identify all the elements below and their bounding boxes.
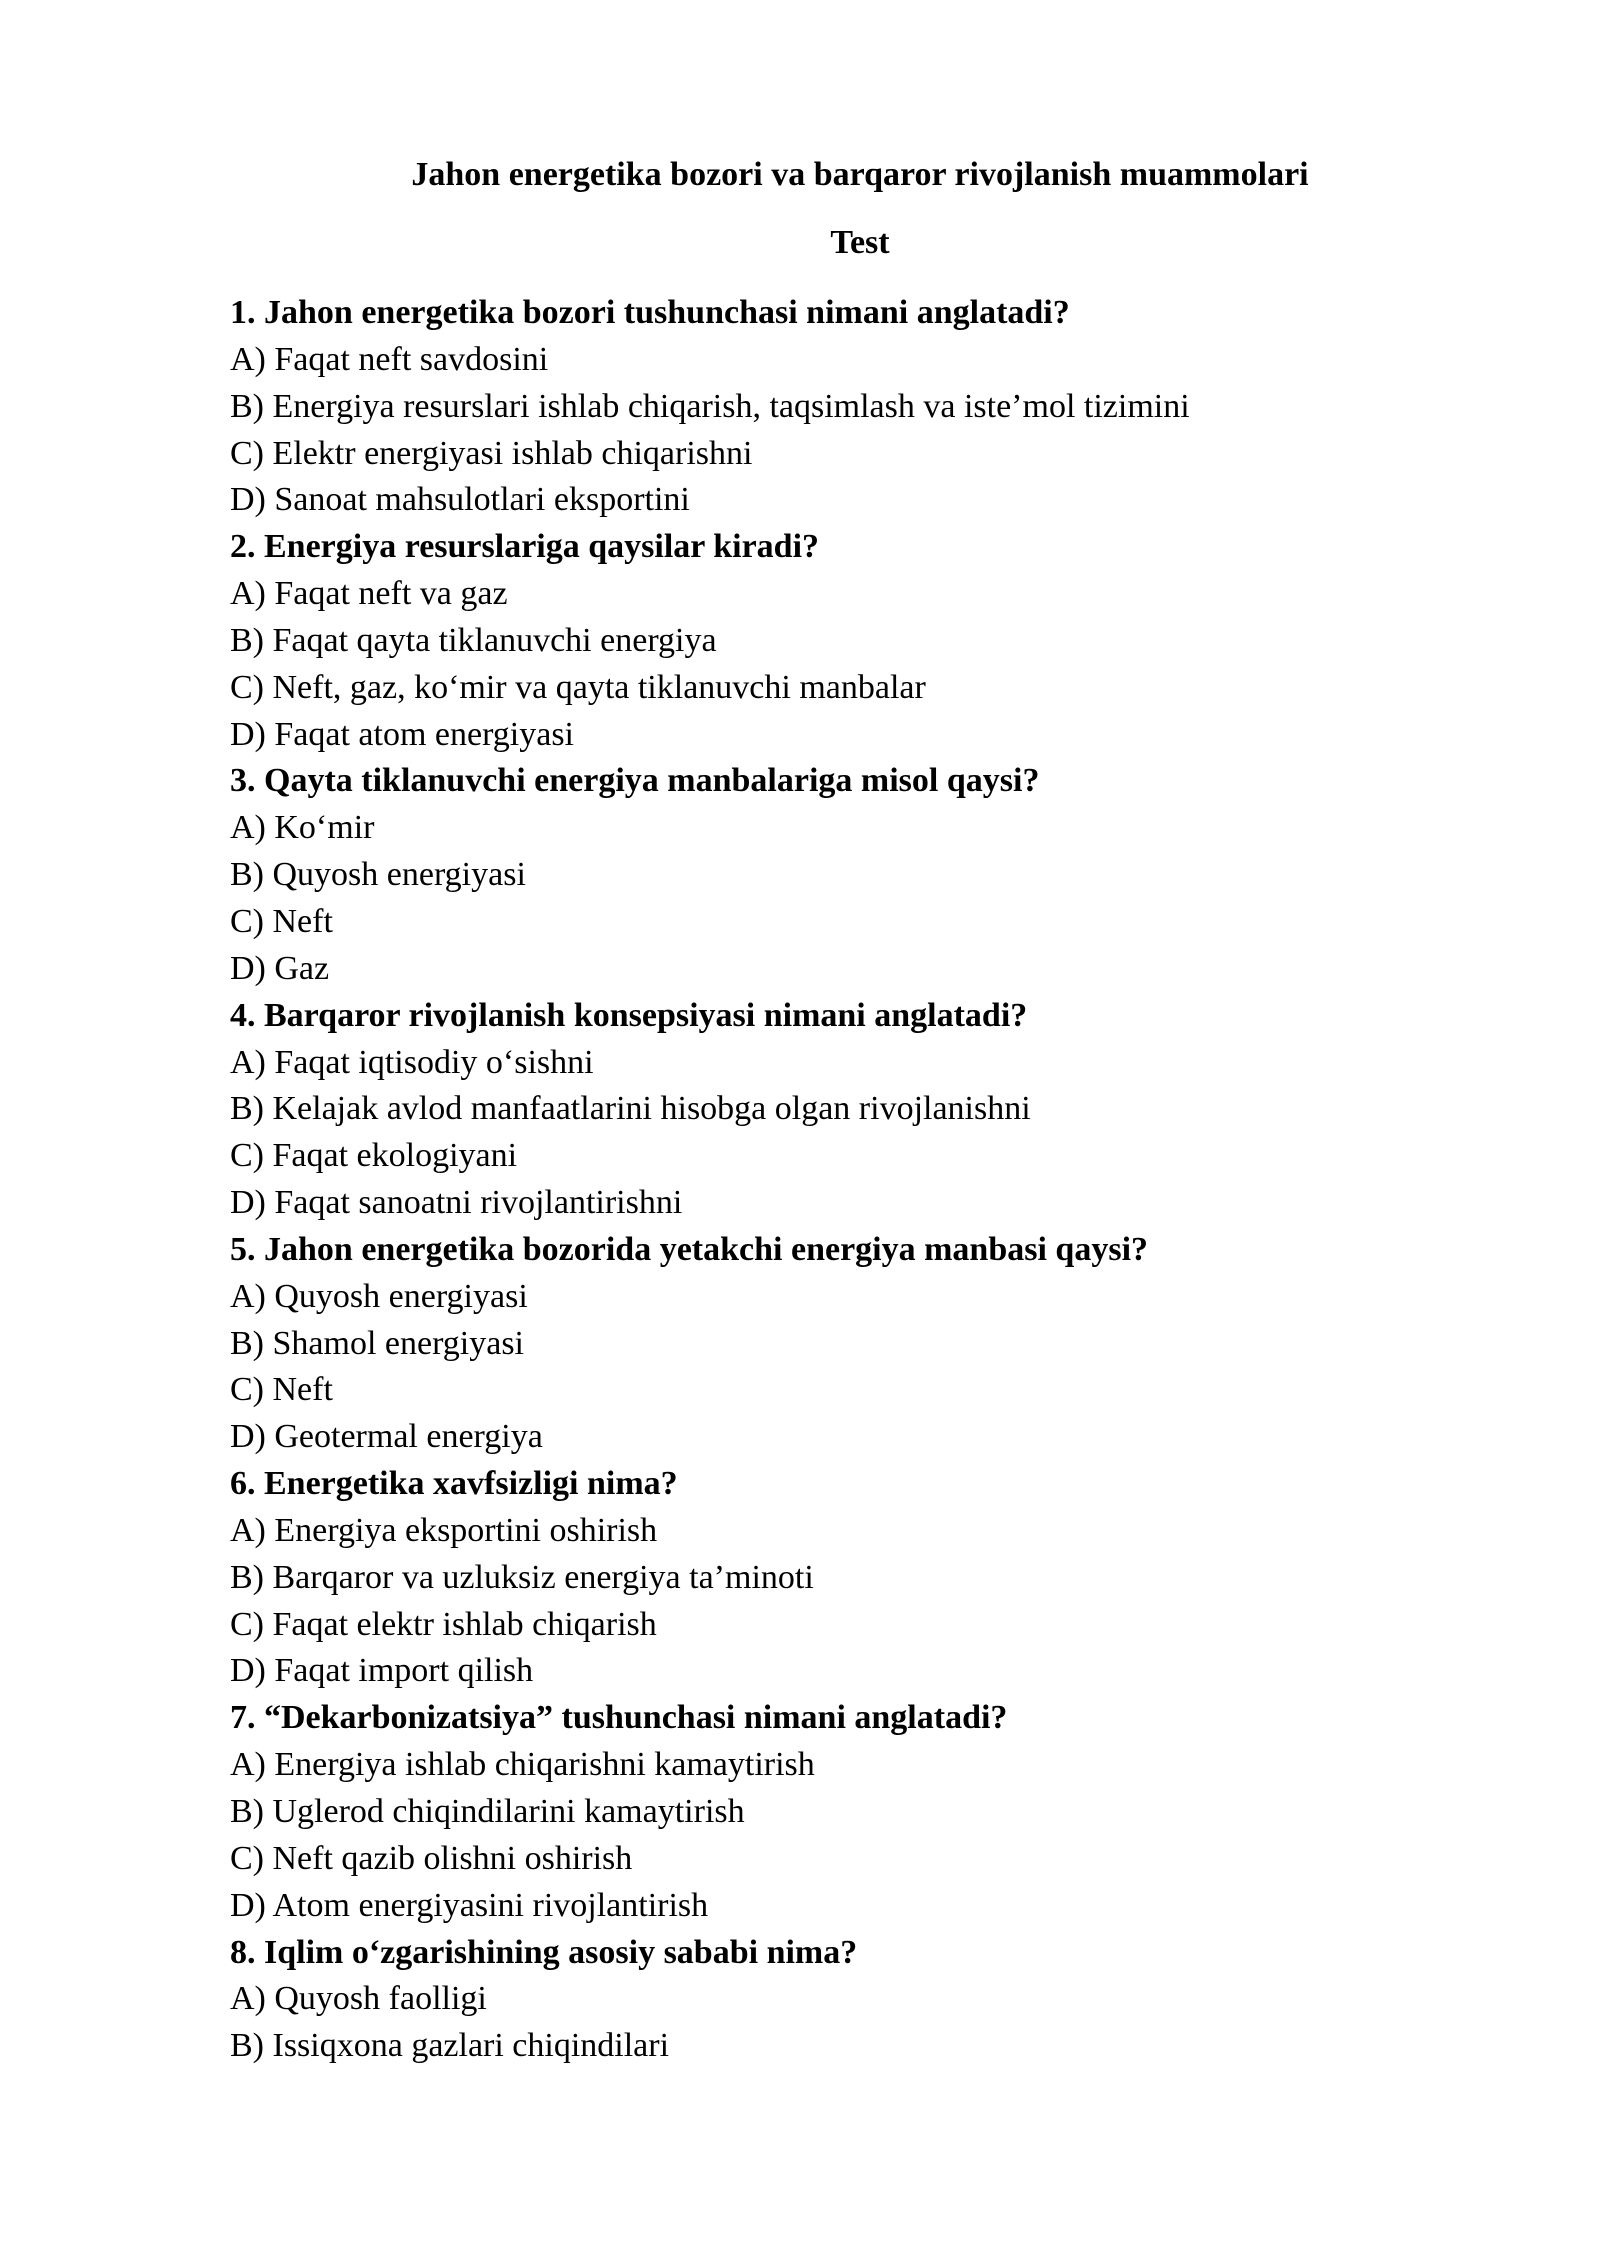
answer-option: C) Neft, gaz, ko‘mir va qayta tiklanuvchi manbalar — [230, 668, 926, 706]
answer-option: A) Faqat neft savdosini — [230, 340, 549, 378]
document-title: Jahon energetika bozori va barqaror rivojlanish muammolari — [411, 156, 1309, 193]
question-text: 2. Energiya resurslariga qaysilar kiradi? — [230, 528, 820, 566]
answer-option: D) Sanoat mahsulotlari eksportini — [230, 481, 690, 519]
question-text: 6. Energetika xavfsizligi nima? — [230, 1465, 678, 1503]
question-7 — [230, 1695, 1530, 1929]
answer-option: D) Gaz — [230, 949, 330, 987]
answer-option: A) Faqat iqtisodiy o‘sishni — [230, 1043, 594, 1081]
question-5 — [230, 1227, 1530, 1461]
question-text: 7. “Dekarbonizatsiya” tushunchasi nimani anglatadi? — [230, 1699, 1008, 1737]
option-list — [230, 337, 1530, 524]
question-text: 5. Jahon energetika bozorida yetakchi energiya manbasi qaysi? — [230, 1230, 1149, 1268]
option-list — [230, 1274, 1530, 1461]
answer-option: A) Faqat neft va gaz — [230, 575, 508, 613]
answer-option: D) Faqat atom energiyasi — [230, 715, 575, 753]
answer-option: D) Atom energiyasini rivojlantirish — [230, 1886, 709, 1924]
answer-option: D) Faqat import qilish — [230, 1652, 534, 1690]
answer-option: C) Neft qazib olishni oshirish — [230, 1839, 633, 1877]
question-list — [230, 290, 1530, 2070]
answer-option: B) Quyosh energiyasi — [230, 856, 526, 894]
answer-option: B) Barqaror va uzluksiz energiya ta’minoti — [230, 1558, 814, 1596]
question-3 — [230, 758, 1530, 992]
answer-option: B) Shamol energiyasi — [230, 1324, 524, 1362]
answer-option: C) Faqat ekologiyani — [230, 1137, 518, 1175]
document-subtitle: Test — [830, 224, 890, 261]
answer-option: B) Issiqxona gazlari chiqindilari — [230, 2027, 670, 2065]
option-list — [230, 805, 1530, 992]
answer-option: A) Quyosh energiyasi — [230, 1277, 528, 1315]
answer-option: B) Kelajak avlod manfaatlarini hisobga olgan rivojlanishni — [230, 1090, 1031, 1128]
question-text: 4. Barqaror rivojlanish konsepsiyasi nimani anglatadi? — [230, 996, 1028, 1034]
option-list — [230, 571, 1530, 758]
answer-option: C) Neft — [230, 1371, 333, 1409]
answer-option: A) Ko‘mir — [230, 809, 375, 847]
answer-option: A) Energiya eksportini oshirish — [230, 1511, 658, 1549]
answer-option: B) Faqat qayta tiklanuvchi energiya — [230, 621, 717, 659]
option-list — [230, 1040, 1530, 1227]
answer-option: A) Energiya ishlab chiqarishni kamaytirish — [230, 1746, 815, 1784]
answer-option: C) Elektr energiyasi ishlab chiqarishni — [230, 434, 753, 472]
answer-option: B) Energiya resurslari ishlab chiqarish, taqsimlash va iste’mol tizimini — [230, 387, 1190, 425]
answer-option: D) Faqat sanoatni rivojlantirishni — [230, 1184, 683, 1222]
answer-option: B) Uglerod chiqindilarini kamaytirish — [230, 1793, 745, 1830]
option-list — [230, 1508, 1530, 1695]
answer-option: C) Faqat elektr ishlab chiqarish — [230, 1605, 657, 1643]
question-text: 8. Iqlim o‘zgarishining asosiy sababi nima? — [230, 1933, 858, 1971]
answer-option: C) Neft — [230, 902, 333, 940]
question-4 — [230, 993, 1530, 1227]
answer-option: D) Geotermal energiya — [230, 1418, 543, 1456]
option-list — [230, 1976, 1530, 2070]
question-2 — [230, 524, 1530, 758]
option-list — [230, 1742, 1530, 1929]
question-6 — [230, 1461, 1530, 1695]
question-8 — [230, 1930, 1530, 2071]
question-text: 1. Jahon energetika bozori tushunchasi nimani anglatadi? — [230, 294, 1070, 331]
answer-option: A) Quyosh faolligi — [230, 1980, 487, 2018]
question-text: 3. Qayta tiklanuvchi energiya manbalariga misol qaysi? — [230, 762, 1040, 800]
question-1 — [230, 290, 1530, 524]
